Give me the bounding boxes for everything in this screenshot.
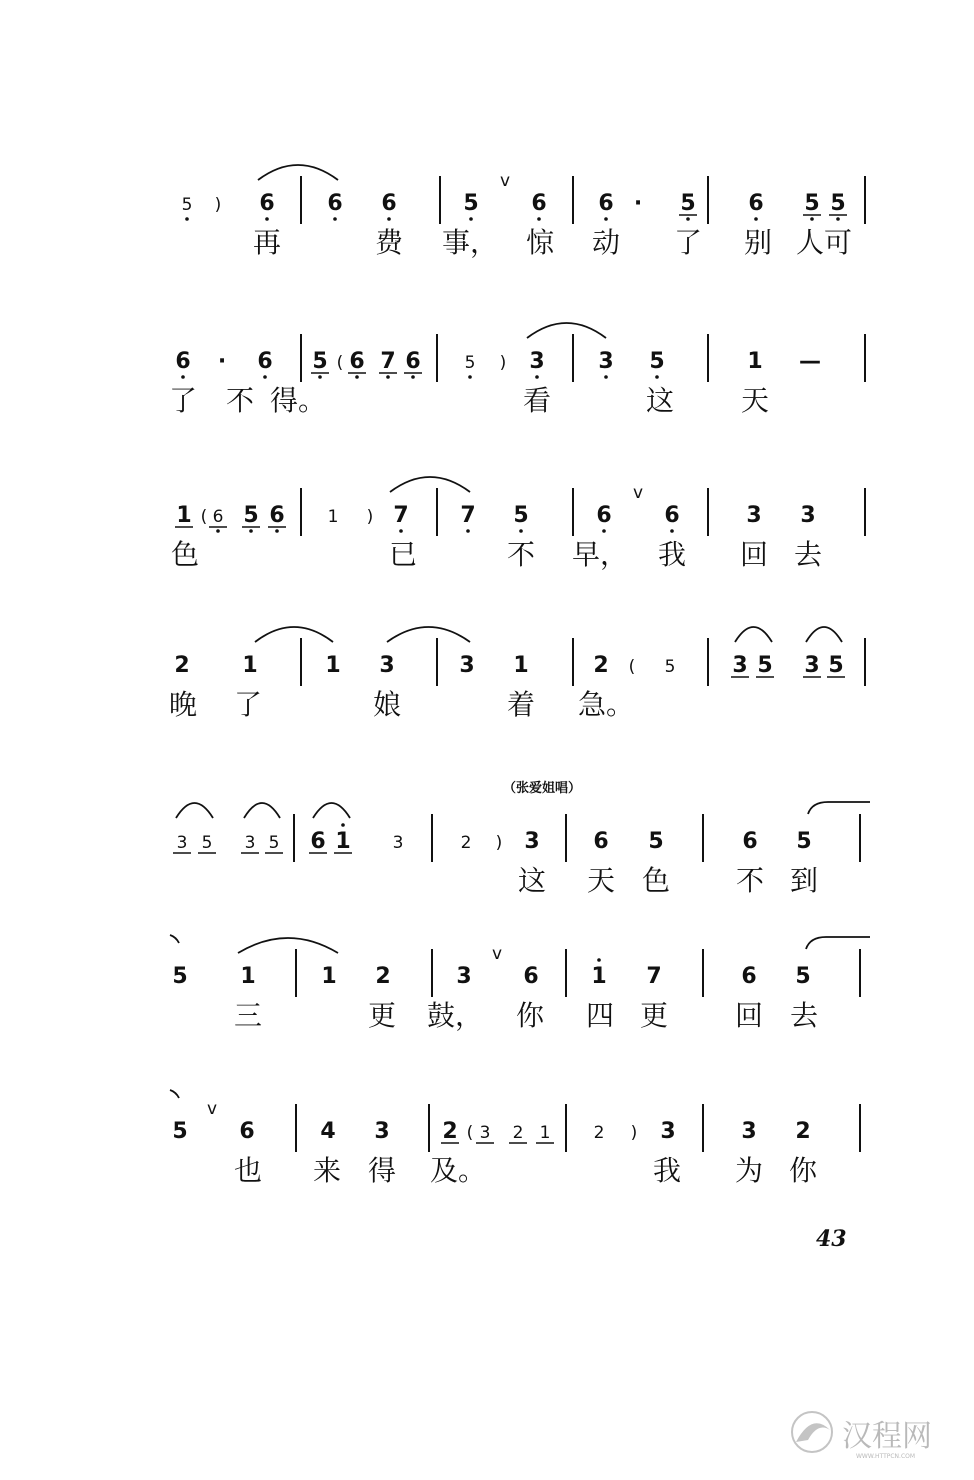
- page-number: 43: [816, 1226, 847, 1252]
- lyric: 人: [795, 226, 825, 259]
- performer-note: （张爱姐唱）: [503, 781, 582, 796]
- lower-octave-dot: [265, 217, 269, 221]
- note: 6: [405, 349, 421, 374]
- lyric: 天: [586, 864, 616, 897]
- lyric: 急。: [577, 688, 635, 721]
- lower-octave-dot: [670, 529, 674, 533]
- note: ): [630, 1123, 638, 1143]
- note: 6: [349, 349, 365, 374]
- lower-octave-dot: [318, 375, 322, 379]
- breath-mark: v: [206, 1099, 218, 1119]
- lyric: 了: [673, 226, 703, 259]
- note: 5: [804, 191, 820, 216]
- tie-start: [806, 937, 870, 949]
- lyric: 再: [252, 226, 282, 259]
- note: 1: [240, 964, 256, 989]
- lyric: 我: [652, 1154, 682, 1187]
- note: 3: [176, 833, 188, 853]
- watermark-text: 汉程网: [842, 1419, 932, 1454]
- lyric: 天: [740, 384, 770, 417]
- lyric: 去: [789, 999, 819, 1032]
- note: 5: [757, 653, 773, 678]
- lyric: 更: [367, 999, 397, 1032]
- note: 1: [176, 503, 192, 528]
- lower-octave-dot: [468, 375, 472, 379]
- note: (: [466, 1123, 474, 1143]
- watermark-url: WWW.HTTPCN.COM: [856, 1453, 916, 1460]
- note: 3: [524, 829, 540, 854]
- score-line: [170, 1090, 860, 1187]
- slur: [238, 938, 338, 953]
- note: 6: [269, 503, 285, 528]
- watermark-logo-icon: [792, 1412, 832, 1452]
- note: 6: [257, 349, 273, 374]
- note: 6: [741, 964, 757, 989]
- lyric: 四: [585, 999, 615, 1032]
- note: 1: [335, 829, 351, 854]
- note: ): [499, 353, 507, 373]
- note: 2: [795, 1119, 811, 1144]
- note: 5: [648, 829, 664, 854]
- lyric: 色: [641, 864, 671, 897]
- lower-octave-dot: [387, 217, 391, 221]
- lower-octave-dot: [399, 529, 403, 533]
- slur: [390, 477, 470, 492]
- lyric: 已: [388, 538, 418, 571]
- lyric: 别: [743, 226, 773, 259]
- note: (: [628, 657, 636, 677]
- note: 6: [598, 191, 614, 216]
- score-line: [169, 323, 865, 417]
- lower-octave-dot: [686, 217, 690, 221]
- lyric: 来: [312, 1154, 342, 1187]
- lower-octave-dot: [411, 375, 415, 379]
- note: 3: [732, 653, 748, 678]
- note: ): [214, 195, 222, 215]
- note: 5: [172, 964, 188, 989]
- lower-octave-dot: [333, 217, 337, 221]
- note: 6: [175, 349, 191, 374]
- note: (: [336, 353, 344, 373]
- note: 1: [539, 1123, 551, 1143]
- note: 3: [804, 653, 820, 678]
- slur: [258, 165, 338, 180]
- note: 2: [375, 964, 391, 989]
- note: 3: [456, 964, 472, 989]
- score-line: [171, 477, 865, 571]
- note: ): [366, 507, 374, 527]
- note: ·: [633, 191, 643, 216]
- note: 6: [748, 191, 764, 216]
- note: 7: [646, 964, 662, 989]
- score-line: [182, 165, 865, 259]
- note: ): [495, 833, 503, 853]
- note: 3: [459, 653, 475, 678]
- lower-octave-dot: [275, 529, 279, 533]
- lower-octave-dot: [754, 217, 758, 221]
- lower-octave-dot: [386, 375, 390, 379]
- lyric: 不: [735, 864, 765, 897]
- lyric: 费: [374, 226, 404, 259]
- upper-octave-dot: [341, 823, 345, 827]
- lyric: 可: [823, 226, 853, 259]
- note: 6: [664, 503, 680, 528]
- lower-octave-dot: [263, 375, 267, 379]
- lower-octave-dot: [836, 217, 840, 221]
- note: 3: [529, 349, 545, 374]
- note: 2: [442, 1119, 458, 1144]
- note: 5: [463, 191, 479, 216]
- note: 1: [747, 349, 763, 374]
- note: 5: [828, 653, 844, 678]
- tie-end: [170, 935, 179, 943]
- slur: [255, 627, 333, 642]
- score-line: [169, 627, 865, 721]
- note: 3: [660, 1119, 676, 1144]
- lyric: 去: [793, 538, 823, 571]
- lyric: 动: [591, 226, 621, 259]
- lyric: 晚: [168, 688, 198, 721]
- note: 3: [598, 349, 614, 374]
- lyric: 早，: [571, 538, 629, 571]
- note: 5: [243, 503, 259, 528]
- note: 7: [380, 349, 396, 374]
- slur: [735, 627, 772, 642]
- note: 2: [512, 1123, 524, 1143]
- note: 4: [320, 1119, 336, 1144]
- note: ·: [217, 349, 227, 374]
- lyric: 鼓，: [426, 999, 484, 1032]
- note: 3: [741, 1119, 757, 1144]
- note: 5: [649, 349, 665, 374]
- note: 1: [242, 653, 258, 678]
- lyric: 惊: [525, 226, 555, 259]
- breath-mark: v: [491, 944, 503, 964]
- slur: [176, 803, 213, 818]
- note: 5: [830, 191, 846, 216]
- lyric: 三: [233, 999, 263, 1032]
- lower-octave-dot: [537, 217, 541, 221]
- note: 1: [591, 964, 607, 989]
- score-lines: [169, 165, 870, 1187]
- breath-mark: v: [632, 483, 644, 503]
- note: 5: [795, 964, 811, 989]
- note: 1: [325, 653, 341, 678]
- lyric: 及。: [429, 1154, 487, 1187]
- note: 6: [742, 829, 758, 854]
- tie-start: [808, 802, 870, 814]
- slur: [806, 627, 842, 642]
- note: 5: [664, 657, 676, 677]
- lyric: 着: [506, 688, 536, 721]
- note: 3: [746, 503, 762, 528]
- lower-octave-dot: [181, 375, 185, 379]
- slur: [387, 627, 470, 642]
- lower-octave-dot: [249, 529, 253, 533]
- score-line: [170, 935, 870, 1032]
- note: 1: [327, 507, 339, 527]
- note: 6: [310, 829, 326, 854]
- note: 5: [181, 195, 193, 215]
- note: (: [200, 507, 208, 527]
- lower-octave-dot: [655, 375, 659, 379]
- note: 5: [513, 503, 529, 528]
- lower-octave-dot: [535, 375, 539, 379]
- note: 3: [800, 503, 816, 528]
- lyric: 不: [225, 384, 255, 417]
- lyric: 你: [788, 1154, 818, 1187]
- note: 5: [796, 829, 812, 854]
- lower-octave-dot: [810, 217, 814, 221]
- lyric: 回: [739, 538, 769, 571]
- lyric: 了: [168, 384, 198, 417]
- note: 5: [680, 191, 696, 216]
- lyric: 到: [789, 864, 819, 897]
- lyric: 不: [506, 538, 536, 571]
- tie-end: [170, 1090, 179, 1098]
- note: 3: [244, 833, 256, 853]
- slur: [527, 323, 606, 338]
- slur: [244, 803, 280, 818]
- note: 6: [593, 829, 609, 854]
- note: 5: [464, 353, 476, 373]
- note: 6: [327, 191, 343, 216]
- lower-octave-dot: [466, 529, 470, 533]
- note: 2: [593, 653, 609, 678]
- note: 6: [596, 503, 612, 528]
- note: 6: [531, 191, 547, 216]
- note: 5: [268, 833, 280, 853]
- lyric: 更: [639, 999, 669, 1032]
- lower-octave-dot: [216, 529, 220, 533]
- note: 3: [374, 1119, 390, 1144]
- note: 7: [460, 503, 476, 528]
- slur: [313, 803, 350, 818]
- note: 1: [513, 653, 529, 678]
- lyric: 为: [734, 1154, 764, 1187]
- note: 3: [379, 653, 395, 678]
- note: 6: [523, 964, 539, 989]
- note: 5: [312, 349, 328, 374]
- note: 6: [212, 507, 224, 527]
- lyric: 得: [367, 1154, 397, 1187]
- lower-octave-dot: [604, 217, 608, 221]
- lyric: 事，: [441, 226, 499, 259]
- note: 5: [172, 1119, 188, 1144]
- lower-octave-dot: [469, 217, 473, 221]
- note: 1: [321, 964, 337, 989]
- watermark: [792, 1412, 932, 1460]
- note: 5: [201, 833, 213, 853]
- upper-octave-dot: [597, 958, 601, 962]
- lyric: 也: [233, 1154, 263, 1187]
- lower-octave-dot: [185, 217, 189, 221]
- lyric: 了: [233, 688, 263, 721]
- lyric: 你: [515, 999, 545, 1032]
- lyric: 色: [170, 538, 200, 571]
- lyric: 娘: [372, 688, 402, 721]
- note: 6: [381, 191, 397, 216]
- lyric: 这: [517, 864, 547, 897]
- lower-octave-dot: [602, 529, 606, 533]
- note: —: [799, 349, 821, 374]
- note: 2: [174, 653, 190, 678]
- note: 6: [239, 1119, 255, 1144]
- lyric: 回: [734, 999, 764, 1032]
- lower-octave-dot: [604, 375, 608, 379]
- note: 6: [259, 191, 275, 216]
- breath-mark: v: [499, 171, 511, 191]
- note: 3: [392, 833, 404, 853]
- note: 3: [479, 1123, 491, 1143]
- lyric: 看: [522, 384, 552, 417]
- note: 2: [460, 833, 472, 853]
- lyric: 这: [645, 384, 675, 417]
- lower-octave-dot: [355, 375, 359, 379]
- lyric: 得。: [269, 384, 327, 417]
- lyric: 我: [657, 538, 687, 571]
- note: 2: [593, 1123, 605, 1143]
- note: 7: [393, 503, 409, 528]
- score-line: [173, 802, 870, 897]
- lower-octave-dot: [519, 529, 523, 533]
